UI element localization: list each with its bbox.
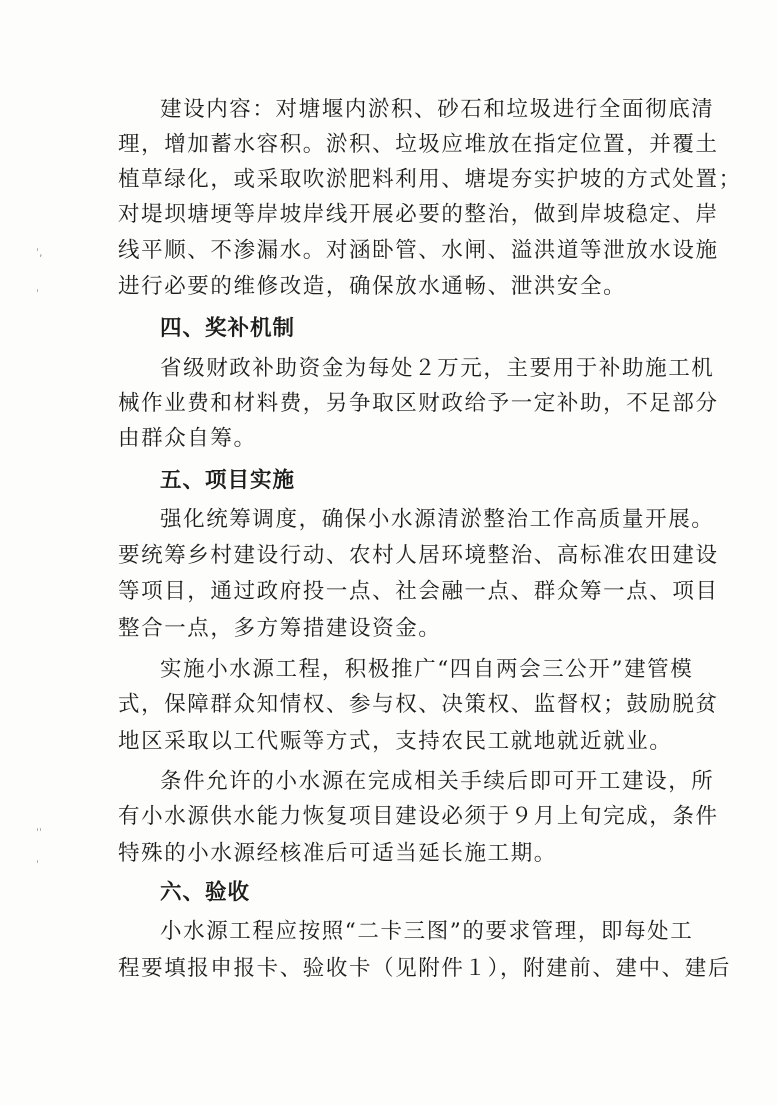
para-implementation-1-line-4: 整合一点，多方筹措建设资金。 <box>118 616 442 641</box>
para-subsidy-line-1: 省级财政补助资金为每处２万元，主要用于补助施工机 <box>160 356 715 381</box>
scan-speck: ˈ <box>36 287 40 300</box>
scan-speck: ˈ, <box>36 246 43 259</box>
para-acceptance-line-2: 程要填报申报卡、验收卡（见附件１），附建前、建中、建后 <box>118 956 731 981</box>
para-implementation-3-line-3: 特殊的小水源经核准后可适当延长施工期。 <box>118 841 557 866</box>
para-construction-content-line-6: 进行必要的维修改造，确保放水通畅、泄洪安全。 <box>118 274 627 299</box>
para-construction-content-line-2: 理，增加蓄水容积。淤积、垃圾应堆放在指定位置，并覆土 <box>118 132 719 157</box>
para-implementation-1-line-1: 强化统筹调度，确保小水源清淤整治工作高质量开展。 <box>160 507 715 532</box>
para-implementation-2-line-1: 实施小水源工程，积极推广“四自两会三公开”建管模 <box>160 657 694 682</box>
para-implementation-3-line-1: 条件允许的小水源在完成相关手续后即可开工建设，所 <box>160 769 715 794</box>
para-implementation-3-line-2: 有小水源供水能力恢复项目建设必须于９月上旬完成，条件 <box>118 804 719 829</box>
section-heading-6: 六、验收 <box>160 880 251 905</box>
para-construction-content-line-3: 植草绿化，或采取吹淤肥料利用、塘堤夯实护坡的方式处置； <box>118 167 742 192</box>
para-implementation-2-line-2: 式，保障群众知情权、参与权、决策权、监督权；鼓励脱贫 <box>118 692 719 717</box>
section-heading-4: 四、奖补机制 <box>160 316 296 341</box>
para-implementation-1-line-3: 等项目，通过政府投一点、社会融一点、群众筹一点、项目 <box>118 579 719 604</box>
section-heading-5: 五、项目实施 <box>160 468 296 493</box>
para-implementation-2-line-3: 地区采取以工代赈等方式，支持农民工就地就近就业。 <box>118 729 673 754</box>
para-subsidy-line-3: 由群众自筹。 <box>118 426 257 451</box>
para-construction-content-line-4: 对堤坝塘埂等岸坡岸线开展必要的整治，做到岸坡稳定、岸 <box>118 202 719 227</box>
para-construction-content-line-5: 线平顺、不渗漏水。对涵卧管、水闸、溢洪道等泄放水设施 <box>118 238 719 263</box>
para-subsidy-line-2: 械作业费和材料费，另争取区财政给予一定补助，不足部分 <box>118 391 719 416</box>
para-implementation-1-line-2: 要统筹乡村建设行动、农村人居环境整治、高标准农田建设 <box>118 543 719 568</box>
scan-speck: ˈˈ <box>36 826 43 839</box>
para-construction-content-line-1: 建设内容：对塘堰内淤积、砂石和垃圾进行全面彻底清 <box>160 97 715 122</box>
scan-speck: ˈ <box>36 858 40 871</box>
para-acceptance-line-1: 小水源工程应按照“二卡三图”的要求管理，即每处工 <box>160 919 694 944</box>
